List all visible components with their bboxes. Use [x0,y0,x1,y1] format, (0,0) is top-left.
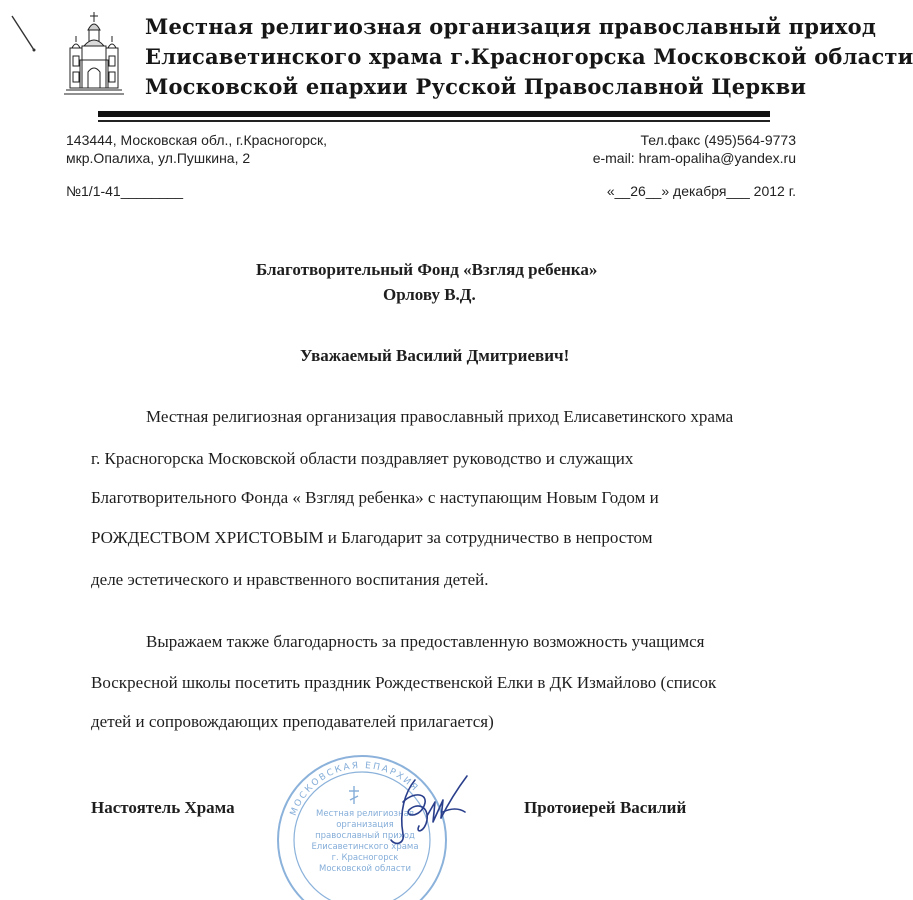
church-icon [62,10,126,96]
signatory-name: Протоиерей Василий [524,798,687,817]
stamp-ring-text: МОСКОВСКАЯ ЕПАРХИЯ [288,760,421,818]
email: e-mail: hram-opaliha@yandex.ru [592,150,796,166]
salutation: Уважаемый Василий Дмитриевич! [300,346,570,365]
header-rule-thin [98,120,770,122]
recipient-organization: Благотворительный Фонд «Взгляд ребенка» [256,260,598,279]
stamp-line: Местная религиозная [316,809,414,819]
body-line: г. Красногорска Московской области поздравляет руководство и служащих [91,449,634,468]
stamp-line: православный приход [315,831,415,841]
body-line: детей и сопровождающих преподавателей прилагается) [91,712,494,731]
stamp-line: организация [336,820,394,830]
stamp-line: Елисаветинского храма [311,842,419,852]
address-line-1: 143444, Московская обл., г.Красногорск, [66,132,328,148]
letter-date: «__26__» декабря___ 2012 г. [606,183,796,199]
body-line: Воскресной школы посетить праздник Рождественской Елки в ДК Измайлово (список [91,673,717,692]
signatory-title: Настоятель Храма [91,798,235,817]
stamp-line: Московской области [318,864,412,874]
org-name-line-3: Московской епархии Русской Православной Церкви [145,74,807,99]
stamp-line: г. Красногорск [331,853,399,863]
body-line: Выражаем также благодарность за предоставленную возможность учащимся [146,632,705,651]
reference-number: №1/1-41________ [66,183,184,199]
org-name-line-1: Местная религиозная организация православный приход [145,14,877,39]
header-rule-thick [98,111,770,117]
body-line: Местная религиозная организация православный приход Елисаветинского храма [146,407,734,426]
phone-fax: Тел.факс (495)564-9773 [640,132,796,148]
body-line: Благотворительного Фонда « Взгляд ребенка» с наступающим Новым Годом и [91,488,659,507]
body-line: РОЖДЕСТВОМ ХРИСТОВЫМ и Благодарит за сотрудничество в непростом [91,528,653,547]
body-line: деле эстетического и нравственного воспитания детей. [91,570,489,589]
recipient-name: Орлову В.Д. [383,285,476,304]
org-name-line-2: Елисаветинского храма г.Красногорска Московской области [145,44,913,69]
pen-mark-icon [8,14,38,54]
address-line-2: мкр.Опалиха, ул.Пушкина, 2 [66,150,251,166]
signature-icon [385,772,470,852]
